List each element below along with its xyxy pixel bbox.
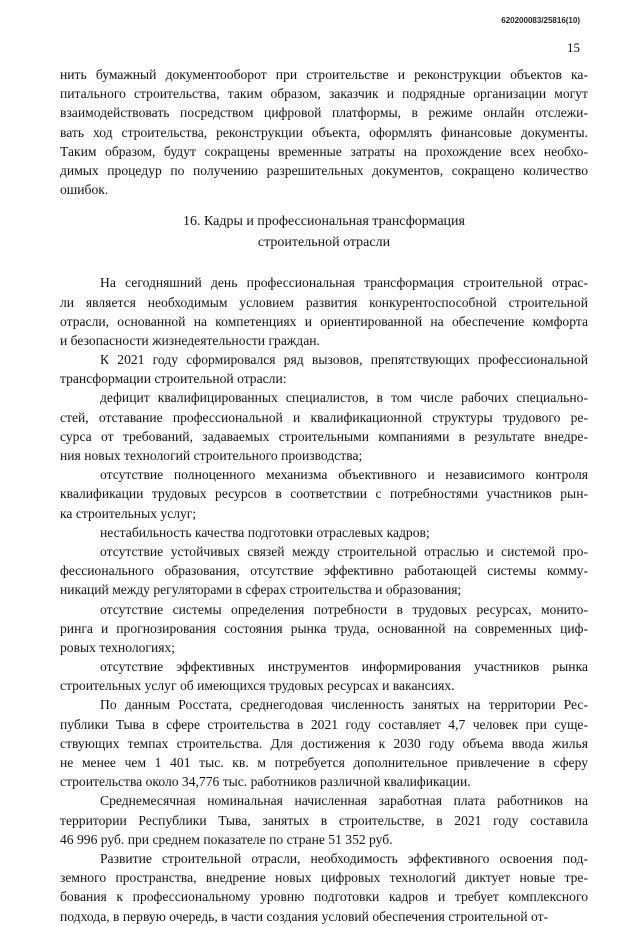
text-line: взаимодействовать посредством цифровой платформы, в режиме онлайн отслежи- <box>60 105 588 121</box>
text-line: не менее чем 1 401 тыс. кв. м потребуется дополнительное привлечение в сферу <box>60 755 588 770</box>
text-line: 46 996 руб. при среднем показателе по стране 51 352 руб. <box>60 831 393 847</box>
text-line: территории Республики Тыва, занятых в строительстве, в 2021 году составила <box>60 812 588 828</box>
text-line: отсутствие системы определения потребности в трудовых ресурсах, монито- <box>100 601 588 617</box>
paragraph <box>60 273 588 350</box>
text-line: ния новых технологий строительного производства; <box>60 448 363 463</box>
page-content <box>60 65 588 926</box>
text-line: строительства около 34,776 тыс. работников различной квалификации. <box>60 774 471 790</box>
text-line: публики Тыва в сфере строительства в 2021 году составляет 4,7 человек при суще- <box>60 716 588 732</box>
text-line: ствующих темпах строительства. Для достижения к 2030 году объема ввода жилья <box>60 735 588 751</box>
paragraph <box>60 65 588 199</box>
paragraph <box>60 542 588 600</box>
text-line: ровых технологиях; <box>60 639 176 655</box>
text-line: отсутствие полноценного механизма объективного и независимого контроля <box>100 467 588 483</box>
paragraph <box>60 465 588 523</box>
text-line: бования к профессиональному уровню подготовки кадров и требует комплексного <box>60 889 588 905</box>
section-heading-line-1: 16. Кадры и профессиональная трансформация <box>183 214 465 230</box>
text-line: ошибок. <box>60 182 109 198</box>
section-heading-line-2: строительной отрасли <box>257 235 391 251</box>
text-line: земного пространства, внедрение новых цифровых технологий диктует новые тре- <box>60 870 588 886</box>
paragraph <box>60 350 588 388</box>
text-line: квалификации трудовых ресурсов в соответствии с потребностями участников рын- <box>60 486 588 502</box>
text-line: никаций между регуляторами в сферах строительства и образования; <box>60 582 462 598</box>
text-line: стей, отставание профессиональной и квалификационной структуры трудового ре- <box>60 409 588 425</box>
text-line: К 2021 году сформировался ряд вызовов, препятствующих профессиональной <box>100 352 588 368</box>
text-line: строительных услуг об имеющихся трудовых ресурсах и вакансиях. <box>60 678 455 694</box>
document-code: 620200083/25816(10) <box>501 16 580 25</box>
text-line: сурса от требований, задаваемых строительными компаниями в результате внедре- <box>60 428 588 444</box>
text-line: отрасли, основанной на компетенциях и ориентированной на обеспечение комфорта <box>60 313 588 329</box>
text-line: Среднемесячная номинальная начисленная заработная плата работников на <box>100 793 588 809</box>
text-line: фессионального образования, отсутствие эффективно работающей системы комму- <box>60 563 588 579</box>
text-line: ка строительных услуг; <box>60 505 197 521</box>
paragraph <box>60 695 588 791</box>
text-line: димых процедур по получению разрешительных документов, сокращено количество <box>60 162 588 178</box>
text-line: По данным Росстата, среднегодовая численность занятых на территории Рес- <box>100 697 588 713</box>
text-line: Таким образом, будут сокращены временные затраты на прохождение всех необхо- <box>60 143 588 159</box>
paragraph <box>60 600 588 658</box>
text-line: На сегодняшний день профессиональная трансформация строительной отрас- <box>100 275 588 291</box>
intro-paragraph <box>60 65 588 199</box>
text-line: трансформации строительной отрасли: <box>60 371 287 387</box>
paragraph <box>60 849 588 926</box>
text-line: подхода, в первую очередь, в части создания условий обеспечения строительной от- <box>60 908 549 924</box>
paragraph <box>60 791 588 849</box>
paragraph <box>60 388 588 465</box>
text-line: питального строительства, таким образом, заказчик и подрядные организации могут <box>60 86 588 102</box>
paragraph <box>60 657 588 695</box>
text-line: дефицит квалифицированных специалистов, в том числе рабочих специально- <box>100 390 588 406</box>
text-line: ринга и прогнозирования состояния рынка труда, основанной на современных циф- <box>60 620 588 636</box>
text-line: нить бумажный документооборот при строительстве и реконструкции объектов ка- <box>60 67 588 82</box>
text-line: отсутствие устойчивых связей между строительной отраслью и системой про- <box>100 543 588 559</box>
text-line: и безопасности жизнедеятельности граждан. <box>60 332 320 348</box>
section-heading <box>60 211 588 253</box>
text-line: Развитие строительной отрасли, необходимость эффективного освоения под- <box>100 850 588 866</box>
section-body <box>60 273 588 925</box>
text-line: отсутствие эффективных инструментов информирования участников рынка <box>100 659 588 675</box>
paragraph <box>60 523 588 542</box>
text-line: вать ход строительства, реконструкции объекта, оформлять финансовые документы. <box>60 124 588 140</box>
text-line: ли является необходимым условием развития конкурентоспособной строительной <box>60 294 588 310</box>
text-line: нестабильность качества подготовки отраслевых кадров; <box>100 524 430 540</box>
page-number: 15 <box>567 40 580 55</box>
